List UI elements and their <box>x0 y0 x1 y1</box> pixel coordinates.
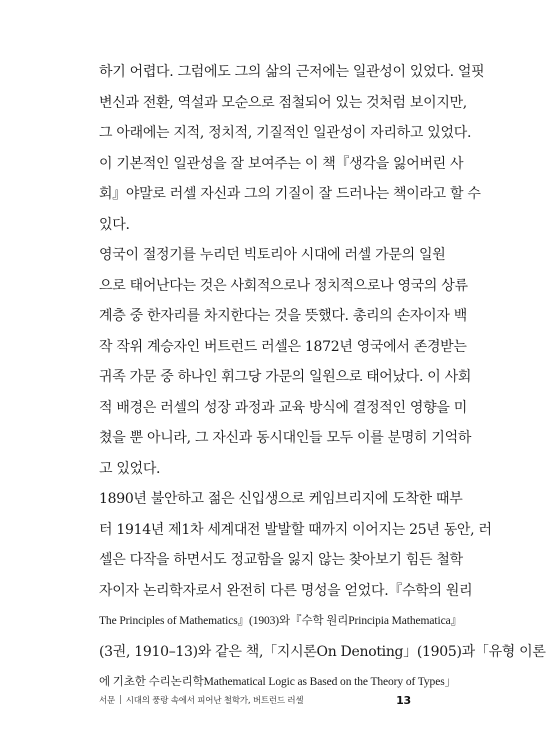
body-line: 자이자 논리학자로서 완전히 다른 명성을 얻었다.『수학의 원리 <box>99 582 473 599</box>
page-footer <box>99 692 411 708</box>
body-line: 1890년 불안하고 젊은 신입생으로 케임브리지에 도착한 때부 <box>99 491 463 507</box>
section-label: 서문 <box>99 696 116 706</box>
body-line: 적 배경은 러셀의 성장 과정과 교육 방식에 결정적인 영향을 미 <box>99 399 467 416</box>
body-line: 귀족 가문 중 하나인 휘그당 가문의 일원으로 태어났다. 이 사회 <box>99 369 472 385</box>
body-line: 쳤을 뿐 아니라, 그 자신과 동시대인들 모두 이를 분명히 기억하 <box>99 430 472 446</box>
body-line: 에 기초한 수리논리학Mathematical Logic as Based on the Theory of Types」 <box>99 676 456 688</box>
running-title: 시대의 풍랑 속에서 피어난 철학가, 버트런드 러셀 <box>125 696 304 706</box>
body-line: 하기 어렵다. 그럼에도 그의 삶의 근저에는 일관성이 있었다. 얼핏 <box>99 64 485 80</box>
page-number: 13 <box>396 693 411 707</box>
body-text <box>99 57 546 698</box>
body-line: 영국이 절정기를 누리던 빅토리아 시대에 러셀 가문의 일원 <box>99 247 446 263</box>
body-line: 회』야말로 러셀 자신과 그의 기질이 잘 드러나는 책이라고 할 수 <box>99 186 481 202</box>
body-line: 있다. <box>99 216 130 233</box>
body-line: 터 1914년 제1차 세계대전 발발할 때까지 이어지는 25년 동안, 러 <box>99 521 492 538</box>
body-line: 계층 중 한자리를 차지한다는 것을 뜻했다. 총리의 손자이자 백 <box>99 308 467 324</box>
body-line: 그 아래에는 지적, 정치적, 기질적인 일관성이 자리하고 있었다. <box>99 125 472 141</box>
body-line: 작 작위 계승자인 버트런드 러셀은 1872년 영국에서 존경받는 <box>99 338 467 355</box>
body-line: 으로 태어난다는 것은 사회적으로나 정치적으로나 영국의 상류 <box>99 277 468 294</box>
body-line: The Principles of Mathematics』(1903)와『수학 원리Principia Mathematica』 <box>99 615 462 627</box>
body-line: 이 기본적인 일관성을 잘 보여주는 이 책『생각을 잃어버린 사 <box>99 155 464 172</box>
body-line: 셀은 다작을 하면서도 정교함을 잃지 않는 찾아보기 힘든 철학 <box>99 552 463 568</box>
body-line: 고 있었다. <box>99 460 161 477</box>
running-header <box>99 694 303 706</box>
footer-separator: | <box>119 695 122 705</box>
body-line: (3권, 1910–13)와 같은 책,「지시론On Denoting」(1905)과「유형 이론 <box>99 643 546 660</box>
body-line: 변신과 전환, 역설과 모순으로 점철되어 있는 것처럼 보이지만, <box>99 94 467 111</box>
